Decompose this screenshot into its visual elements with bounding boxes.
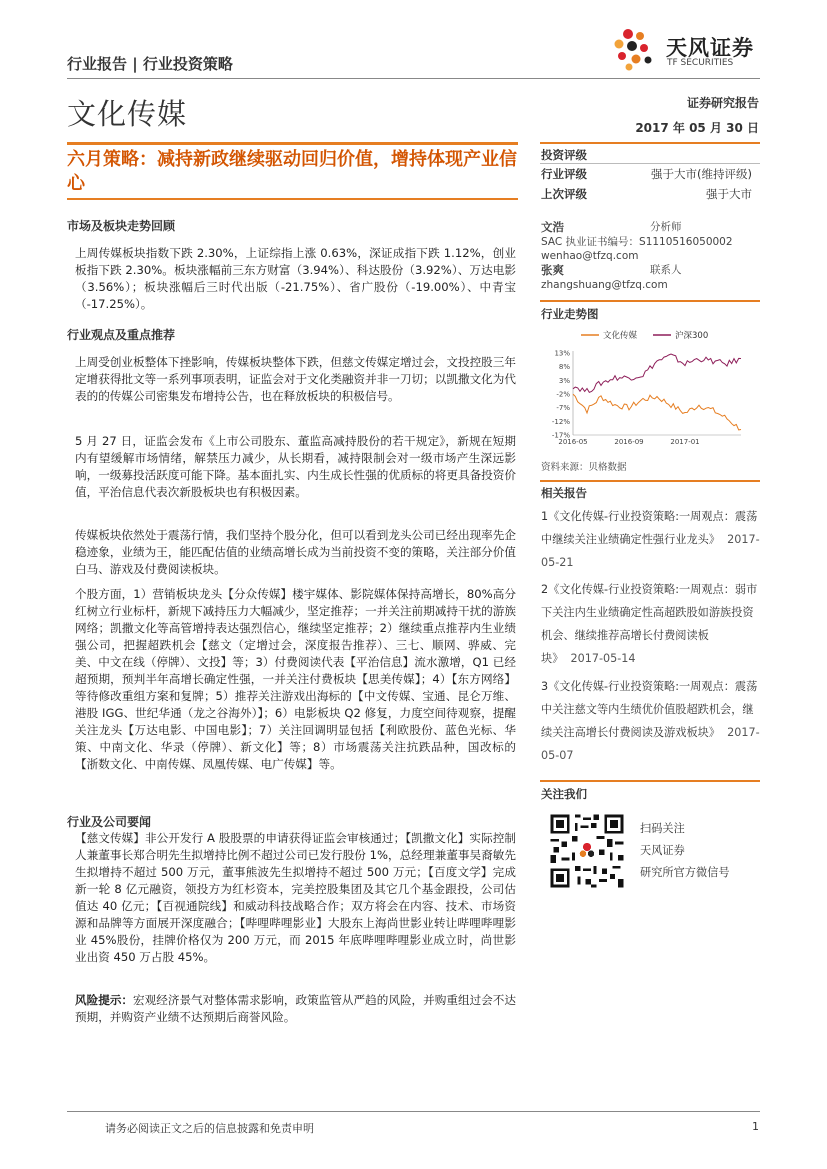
analyst-2-email[interactable]: zhangshuang@tfzq.com <box>541 279 668 291</box>
sidebar-top-rule <box>540 142 760 144</box>
views-paragraph-1: 上周受创业板整体下挫影响，传媒板块整体下跌，但慈文传媒定增过会，文投控股三年定增获得批文等一系列事项表明，证监会对于文化类融资并非一刀切；以凯撒文化为代表的的传媒公司密集发布增持公告，也在释放板块的积极信号。 <box>75 355 516 403</box>
follow-heading: 关注我们 <box>541 787 587 801</box>
views-paragraph-2: 5 月 27 日，证监会发布《上市公司股东、董监高减持股份的若干规定》，新规在短期内有望缓解市场情绪，解禁压力减少，从长期看，减持限制会对一级市场产生深远影响，一级募投活跃度可能下降。基本面扎实、内生成长性强的优质标的将更具备投资价值，平治信息代表次新股板块也有积极因素。 <box>75 434 516 499</box>
footer-disclaimer: 请务必阅读正文之后的信息披露和免责申明 <box>105 1122 314 1135</box>
related-report-1[interactable] <box>541 505 760 574</box>
y-tick-label-5: -12% <box>551 417 570 426</box>
trend-top-rule <box>540 300 760 302</box>
y-tick-label-6: -17% <box>551 431 570 440</box>
analyst-1-name: 文浩 <box>541 220 564 234</box>
prev-rating-row <box>541 186 760 202</box>
industry-trend-chart <box>541 325 761 455</box>
analyst-2-name: 张爽 <box>541 263 564 277</box>
y-tick-label-3: -2% <box>556 390 570 399</box>
related-report-2-date: 2017-05-14 <box>570 652 636 665</box>
wechat-qr-code-icon <box>548 812 626 890</box>
page-number: 1 <box>752 1120 759 1133</box>
sector-title: 文化传媒 <box>67 97 188 131</box>
title-bottom-rule <box>67 198 518 200</box>
footer-divider <box>67 1111 760 1112</box>
y-tick-label-0: 13% <box>554 349 570 358</box>
legend-label-1: 沪深300 <box>675 331 709 341</box>
views-paragraph-4: 个股方面，1）营销板块龙头【分众传媒】楼宇媒体、影院媒体保持高增长，80%高分红树立行业标杆，新规下减持压力大幅减少，坚定推荐；一并关注前期减持干扰的游族网络；凯撒文化等高管增持表达强烈信心，继续坚定推荐；2）继续重点推荐内生业绩强公司，把握超跌机会【慈文（定增过会，深度报告推荐）、三七、顺网、骅威、完美、中文在线（停牌）、文投】等；3）付费阅读代表【平治信息】流水激增，Q1 已经超预期，预判半年高增长确定性强，一并关注付费板块【思美传媒】；4）【东方网络】等待修改重组方案和复牌；5）推荐关注游戏出海标的【中文传媒、宝通、昆仑万维、港股 IGG、世纪华通（龙之谷海外）】；6）电影板块 Q2 修复，力度空间待观察，提醒关注龙头【万达电影、中国电影】；7）关注回调明显包括【利欧股份、蓝色光标、华策、中南文化、华录（停牌）、新文化】等；8）市场震荡关注抗跌品种，国改标的【浙数文化、中南传媒、凤凰传媒、电广传媒】等。 <box>75 587 516 771</box>
risk-label: 风险提示： <box>75 993 134 1007</box>
analyst-1-cert: SAC 执业证书编号：S1110516050002 <box>541 236 733 248</box>
logo-text-en: TF SECURITIES <box>667 58 734 68</box>
rating-heading: 投资评级 <box>541 148 587 162</box>
prev-rating-label: 上次评级 <box>541 187 587 201</box>
report-date: 2017 年 05 月 30 日 <box>635 121 759 135</box>
y-tick-label-1: 8% <box>558 363 570 372</box>
related-report-2[interactable] <box>541 578 760 670</box>
related-report-1-title: 1《文化传媒-行业投资策略:一周观点：震荡中继续关注业绩确定性强行业龙头》 <box>541 510 758 546</box>
related-top-rule <box>540 480 760 482</box>
report-category: 行业报告 | 行业投资策略 <box>67 55 233 73</box>
related-heading: 相关报告 <box>541 486 587 500</box>
related-report-2-title: 2《文化传媒-行业投资策略:一周观点：弱市下关注内生业绩确定性高超跌股如游族投资机会、继续推荐高增长付费阅读板块》 <box>541 583 758 665</box>
x-tick-label-2: 2017-01 <box>670 438 700 446</box>
analyst-2-role: 联系人 <box>650 264 682 276</box>
follow-line-2: 天风证券 <box>640 844 685 857</box>
industry-rating-value: 强于大市(维持评级) <box>651 167 752 181</box>
header-divider <box>67 78 760 79</box>
related-report-3[interactable] <box>541 675 760 767</box>
views-paragraph-3: 传媒板块依然处于震荡行情，我们坚持个股分化，但可以看到龙头公司已经出现率先企稳迹象，业绩为王，能匹配估值的业绩高增长成为当前投资不变的策略，关注部分价值白马、游戏及付费阅读板块。 <box>75 528 516 576</box>
chart-source: 资料来源：贝格数据 <box>541 462 627 473</box>
related-report-1-date: 2017-05-21 <box>541 533 760 569</box>
section-market-review-heading: 市场及板块走势回顾 <box>67 219 176 233</box>
analyst-1 <box>541 220 760 263</box>
follow-line-1: 扫码关注 <box>640 822 685 835</box>
follow-top-rule <box>540 780 760 782</box>
market-review-paragraph: 上周传媒板块指数下跌 2.30%，上证综指上涨 0.63%，深证成指下跌 1.12%，创业板指下跌 2.30%。板块涨幅前三东方财富（3.94%）、科达股份（3.92%）、万达电影（3.56%）；板块涨幅后三时代出版（-21.75%）、省广股份（-19.00%）、中青宝（-17.25%）。 <box>75 246 516 311</box>
x-tick-label-0: 2016-05 <box>558 438 588 446</box>
analyst-1-email[interactable]: wenhao@tfzq.com <box>541 250 639 262</box>
report-title: 六月策略：减持新政继续驱动回归价值，增持体现产业信心 <box>67 149 517 194</box>
series-line-0 <box>573 394 741 430</box>
risk-paragraph <box>75 992 516 1026</box>
logo-text-cn: 天风证券 <box>666 36 754 60</box>
related-report-3-title: 3《文化传媒-行业投资策略:一周观点：震荡中关注慈文等内生绩优价值股超跌机会，继续关注高增长付费阅读及游戏板块》 <box>541 680 758 739</box>
x-tick-label-1: 2016-09 <box>614 438 644 446</box>
news-paragraph: 【慈文传媒】非公开发行 A 股股票的申请获得证监会审核通过；【凯撒文化】实际控制人兼董事长郑合明先生拟增持比例不超过公司已发行股份 1%，总经理兼董事吴裔敏先生拟增持不超过 500 万元，董事熊波先生拟增持不超过 500 万元；【百度文学】完成新一轮 8 亿元融资，领投方为红杉资本，完美控股集团及其它几个基金跟投，公司估值达 40 亿元；【百视通院线】和威动科技战略合作；双方将会在内容、技术、市场资源和品牌等方面展开深度融合；【哔哩哔哩影业】大股东上海尚世影业转让哔哩哔哩影业 45%股份，挂牌价格仅为 200 万元，而 2015 年底哔哩哔哩影业成立时，尚世影业出资 450 万占股 45%。 <box>75 831 516 964</box>
tf-securities-logo <box>610 26 760 72</box>
industry-rating-label: 行业评级 <box>541 167 587 181</box>
y-tick-label-2: 3% <box>558 376 570 385</box>
trend-heading: 行业走势图 <box>541 307 599 321</box>
title-top-rule <box>67 142 518 145</box>
industry-rating-row <box>541 166 760 182</box>
risk-text: 宏观经济景气对整体需求影响，政策监管从严趋的风险，并购重组过会不达预期，并购资产业绩不达预期后商誉风险。 <box>75 993 516 1024</box>
legend-label-0: 文化传媒 <box>603 331 638 341</box>
section-news-heading: 行业及公司要闻 <box>67 815 152 829</box>
related-report-3-date: 2017-05-07 <box>541 726 760 762</box>
report-type: 证券研究报告 <box>686 96 759 110</box>
analyst-1-role: 分析师 <box>650 221 682 233</box>
section-views-heading: 行业观点及重点推荐 <box>67 328 176 342</box>
y-tick-label-4: -7% <box>556 404 570 413</box>
analyst-2 <box>541 263 760 292</box>
rating-divider <box>540 163 760 164</box>
logo-flower-icon <box>610 26 662 72</box>
prev-rating-value: 强于大市 <box>706 187 752 201</box>
follow-line-3: 研究所官方微信号 <box>640 866 730 879</box>
series-line-1 <box>573 354 741 392</box>
